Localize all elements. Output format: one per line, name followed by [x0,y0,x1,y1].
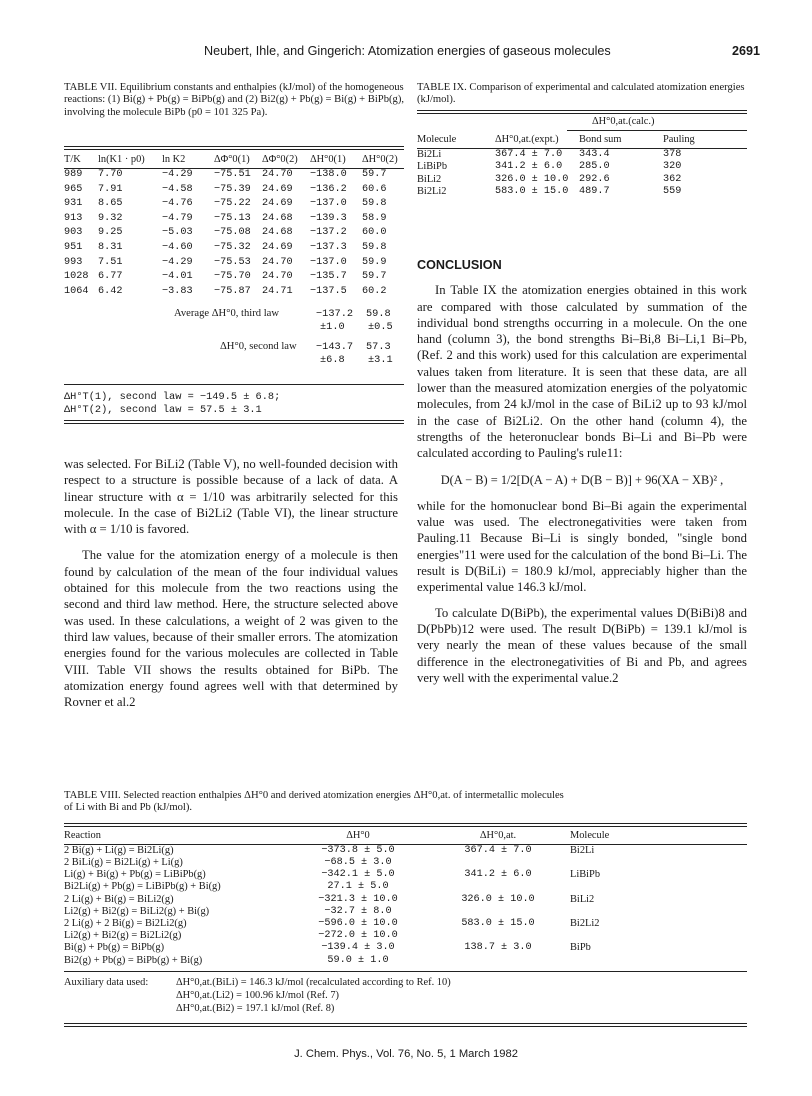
table-cell: −75.87 [214,285,251,297]
table-cell: −137.5 [310,285,347,297]
table-row [64,169,404,184]
table-cell: 951 [64,241,83,253]
table-rule [64,971,747,972]
table-cell: 24.69 [262,198,293,210]
column-header: ΔH°0(2) [362,154,404,169]
table-cell: 24.70 [262,256,293,268]
table-row [64,242,404,257]
table-row [64,844,747,857]
table-cell: 59.7 [362,271,387,283]
table-cell: 362 [663,173,682,185]
table-cell: 24.71 [262,285,293,297]
table-cell: Bi2Li [570,844,595,856]
table-cell: −139.4 ± 3.0 [321,942,395,954]
table-cell: 367.4 ± 7.0 [464,844,532,856]
table-cell: −4.79 [162,212,193,224]
table-ix [417,82,747,199]
table-ix-grid [417,134,747,199]
table-bottom-rule [64,420,404,424]
table-cell: −321.3 ± 10.0 [318,893,398,905]
table-cell: −4.29 [162,169,193,180]
table-cell: 7.51 [98,256,123,268]
table-cell: 489.7 [579,186,610,198]
table-cell: 903 [64,227,83,239]
table-row [64,930,747,942]
table-cell: −135.7 [310,271,347,283]
pauling-equation: D(A − B) = 1/2[D(A − A) + D(B − B)] + 96(XA − XB)² , [440,472,724,487]
table-cell: BiLi2 [417,173,442,185]
table-header-row [64,830,747,845]
table-cell: −137.2 [310,227,347,239]
table-rule [64,384,404,385]
table-cell: −75.70 [214,271,251,283]
column-header: Molecule [570,830,747,845]
table-cell: 559 [663,186,682,198]
table-row [64,213,404,228]
table-row [64,918,747,930]
table-row [64,955,747,967]
table-cell [570,930,747,942]
table-cell: −5.03 [162,227,193,239]
table-cell: Bi(g) + Pb(g) = BiPb(g) [64,942,165,954]
table-cell: 60.6 [362,183,387,195]
table-cell: 59.9 [362,256,387,268]
table-cell: 138.7 ± 3.0 [464,942,532,954]
table-cell: 59.7 [362,169,387,180]
table-viii-caption: TABLE VIII. Selected reaction enthalpies ΔH°0 and derived atomization energies ΔH°0,at. of intermetallic molecules of Li with Bi and Pb (kJ/mol). [64,790,564,814]
aux-line-1: ΔH°0,at.(BiLi) = 146.3 kJ/mol (recalculated according to Ref. 10) [176,976,451,988]
table-cell: −4.76 [162,198,193,210]
table-cell: 59.0 ± 1.0 [327,954,389,966]
table-cell: −4.01 [162,271,193,283]
table-row [64,286,404,301]
table-cell: Bi2Li(g) + Pb(g) = LiBiPb(g) + Bi(g) [64,881,221,893]
table-cell: −272.0 ± 10.0 [318,930,398,942]
table-vii-grid [64,154,404,300]
table-vii-note-1: ΔH°T(1), second law = −149.5 ± 6.8; [64,391,281,404]
table-cell: 58.9 [362,212,387,224]
auxiliary-data [64,977,747,1021]
table-row [417,186,747,198]
table-cell: −75.51 [214,169,251,180]
column-header: ΔH°0,at. [426,830,570,845]
table-cell: 60.0 [362,227,387,239]
paragraph: To calculate D(BiPb), the experimental values D(BiBi)8 and D(PbPb)12 were used. The result D(BiPb) = 139.1 kJ/mol is very nearly the mean of these values because of the small difference in the electronegativities of Bi and Pb, and agrees very well with the experimental value.2 [417,605,747,685]
table-cell: −137.0 [310,256,347,268]
column-header: ΔΦ°0(2) [262,154,310,169]
paragraph: while for the homonuclear bond Bi–Bi again the experimental value was used. The electronegativities were taken from Pauling.11 Because Bi–Li is singly bonded, "single bond energies"11 were used for the calculation of the bond Bi–Li. The result is D(BiLi) = 180.9 kJ/mol, appreciably higher than the experimental value 146.3 kJ/mol. [417,498,747,595]
column-header: Bond sum [579,134,663,149]
paragraph: In Table IX the atomization energies obtained in this work are compared with those calculated by summation of the individual bond strengths occurring in a molecule. On the one hand (column 3), the bond strengths Bi–Bi,8 Bi–Li,1 Bi–Pb, (Ref. 2 and this work) used for this calculation are experimental values taken from literature. It is seen that these data, are all lower than the measured atomization energies of the polyatomic molecules, from 24 kJ/mol in the case of BiLi2 up to 93 kJ/mol in the case of Bi2Li2. On the other hand (column 4), the strengths of the heteronuclear bonds Bi–Li and Bi–Pb were calculated according to Pauling's rule11: [417,283,747,461]
aux-line-3: ΔH°0,at.(Bi2) = 197.1 kJ/mol (Ref. 8) [176,1002,335,1014]
section-heading: CONCLUSION [417,258,502,272]
table-cell: −4.29 [162,256,193,268]
table-cell: LiBiPb [417,161,448,173]
table-cell [426,955,570,967]
table-bottom-rule [64,1023,747,1027]
second-law-value-2: 57.3 [366,341,391,354]
table-cell: Bi2(g) + Pb(g) = BiPb(g) + Bi(g) [64,954,203,966]
table-cell: −373.8 ± 5.0 [321,844,395,856]
table-header-row [417,134,747,149]
table-vii [64,82,404,424]
table-cell: 341.2 ± 6.0 [495,161,563,173]
table-cell [426,930,570,942]
table-row [64,869,747,881]
table-cell: 6.42 [98,285,123,297]
paragraph: The value for the atomization energy of a molecule is then found by calculation of the mean of the four individual values obtained for this molecule from the two reactions using the second and third law method. Here, the structure selected above was used. In these calculations, a weight of 2 was given to the third law values, because of their smaller errors. The atomization energies found for the various molecules are collected in Table VIII. Table VII shows the results obtained for BiPb. The atomization energy found agrees well with that determined by Rovner et al.2 [64,548,398,710]
column-header: ln(K1 · p0) [98,154,162,169]
table-viii-grid [64,830,747,967]
average-value-2: 59.8 [366,308,391,321]
table-cell: −75.08 [214,227,251,239]
table-cell: −32.7 ± 8.0 [324,905,392,917]
column-header: Reaction [64,830,290,845]
average-error-2: ±0.5 [368,321,393,334]
second-law-error-1: ±6.8 [320,354,345,367]
table-row [64,906,747,918]
table-cell: 7.70 [98,169,123,180]
aux-line-2: ΔH°0,at.(Li2) = 100.96 kJ/mol (Ref. 7) [176,989,340,1001]
table-cell: 27.1 ± 5.0 [327,881,389,893]
table-cell: −137.3 [310,241,347,253]
table-cell: 1028 [64,271,89,283]
table-cell: BiPb [570,942,591,954]
table-top-rule [64,823,747,827]
table-cell: BiLi2 [570,893,595,905]
column-header: Molecule [417,134,495,149]
table-cell: 24.70 [262,271,293,283]
table-cell: 367.4 ± 7.0 [495,149,563,160]
table-row [64,184,404,199]
table-row [417,161,747,173]
table-cell: 24.68 [262,212,293,224]
table-cell [426,881,570,893]
table-cell: −136.2 [310,183,347,195]
aux-label: Auxiliary data used: [64,976,149,988]
table-row [64,894,747,906]
table-cell: 24.70 [262,169,293,180]
table-cell: Li(g) + Bi(g) + Pb(g) = LiBiPb(g) [64,869,206,881]
column-header: ΔΦ°0(1) [214,154,262,169]
table-cell: 343.4 [579,149,610,160]
table-viii [64,790,747,1027]
table-row [64,257,404,272]
table-cell: 993 [64,256,83,268]
average-value-1: −137.2 [316,308,354,321]
table-cell: Li2(g) + Bi2(g) = BiLi2(g) + Bi(g) [64,905,210,917]
table-row [417,149,747,162]
second-law-value-1: −143.7 [316,341,354,354]
table-cell: 989 [64,169,83,180]
table-cell: −4.60 [162,241,193,253]
table-cell [426,857,570,869]
table-cell: 583.0 ± 15.0 [461,917,535,929]
table-cell: 8.31 [98,241,123,253]
table-row [64,857,747,869]
left-column-text [64,456,398,710]
page-number: 2691 [732,44,761,58]
table-top-rule [64,146,404,150]
table-cell: 965 [64,183,83,195]
table-cell [426,906,570,918]
paragraph: was selected. For BiLi2 (Table V), no well-founded decision with respect to a structure is possible because of a lack of data. A linear structure with α = 1/10 was arbitrarily selected for this molecule. In the case of Bi2Li2 (Table VI), the linear structure with α = 1/10 is favored. [64,457,398,537]
second-law-error-2: ±3.1 [368,354,393,367]
table-cell: 1064 [64,285,89,297]
table-cell: 9.25 [98,227,123,239]
table-cell: −75.53 [214,256,251,268]
column-header: ΔH°0 [290,830,426,845]
table-cell: 59.8 [362,241,387,253]
table-cell: −342.1 ± 5.0 [321,869,395,881]
table-header-row [64,154,404,169]
table-cell: 2 Bi(g) + Li(g) = Bi2Li(g) [64,844,174,856]
journal-footer: J. Chem. Phys., Vol. 76, No. 5, 1 March 1982 [294,1048,518,1060]
table-cell [570,906,747,918]
table-cell: 931 [64,198,83,210]
table-rule [567,130,747,131]
table-cell: −4.58 [162,183,193,195]
column-header: ΔH°0,at.(expt.) [495,134,579,149]
table-cell: 24.69 [262,241,293,253]
calc-group-header: ΔH°0,at.(calc.) [592,116,655,127]
table-cell: 341.2 ± 6.0 [464,869,532,881]
table-cell: 326.0 ± 10.0 [495,173,569,185]
table-cell: −75.22 [214,198,251,210]
table-cell [570,955,747,967]
table-cell: 326.0 ± 10.0 [461,893,535,905]
table-row [417,174,747,186]
table-cell: Bi2Li [417,149,442,160]
table-cell: 8.65 [98,198,123,210]
table-cell: −596.0 ± 10.0 [318,917,398,929]
column-header: T/K [64,154,98,169]
table-cell: 24.68 [262,227,293,239]
table-cell: 292.6 [579,173,610,185]
table-cell: 913 [64,212,83,224]
conclusion-section [417,257,747,686]
table-row [64,227,404,242]
table-cell: −137.0 [310,198,347,210]
table-cell: 60.2 [362,285,387,297]
table-cell: 7.91 [98,183,123,195]
table-cell: Li2(g) + Bi2(g) = Bi2Li2(g) [64,930,182,942]
table-cell: −75.13 [214,212,251,224]
table-cell: −139.3 [310,212,347,224]
table-row [64,271,404,286]
table-cell: 378 [663,149,682,160]
table-cell: Bi2Li2 [570,917,600,929]
second-law-label: ΔH°0, second law [220,341,297,353]
average-error-1: ±1.0 [320,321,345,334]
column-header: Pauling [663,134,747,149]
table-row [64,881,747,893]
table-row [64,942,747,954]
running-title: Neubert, Ihle, and Gingerich: Atomization energies of gaseous molecules [204,44,611,58]
table-cell [570,857,747,869]
table-cell [570,881,747,893]
table-cell: 2 BiLi(g) = Bi2Li(g) + Li(g) [64,857,183,868]
table-cell: 6.77 [98,271,123,283]
table-cell: 59.8 [362,198,387,210]
table-cell: 320 [663,161,682,173]
table-cell: 9.32 [98,212,123,224]
table-cell: −75.32 [214,241,251,253]
table-row [64,198,404,213]
table-cell: −75.39 [214,183,251,195]
table-cell: Bi2Li2 [417,186,447,198]
table-ix-caption: TABLE IX. Comparison of experimental and calculated atomization energies (kJ/mol). [417,82,745,106]
table-cell: LiBiPb [570,869,601,881]
table-cell: 24.69 [262,183,293,195]
table-vii-caption: TABLE VII. Equilibrium constants and enthalpies (kJ/mol) of the homogeneous reactions: (1) Bi(g) + Pb(g) = BiPb(g) and (2) Bi2(g) + Pb(g) = Bi(g) + BiPb(g), involving the molecule BiPb (p0 = 101 325 Pa). [64,82,404,118]
table-cell: −68.5 ± 3.0 [324,857,392,868]
table-cell: 2 Li(g) + Bi(g) = BiLi2(g) [64,893,174,905]
table-cell: −3.83 [162,285,193,297]
column-header: ΔH°0(1) [310,154,362,169]
average-label: Average ΔH°0, third law [174,308,279,320]
table-cell: −138.0 [310,169,347,180]
table-cell: 285.0 [579,161,610,173]
table-cell: 583.0 ± 15.0 [495,186,569,198]
table-vii-note-2: ΔH°T(2), second law = 57.5 ± 3.1 [64,404,262,417]
table-cell: 2 Li(g) + 2 Bi(g) = Bi2Li2(g) [64,917,187,929]
column-header: ln K2 [162,154,214,169]
table-vii-summary [64,308,404,382]
